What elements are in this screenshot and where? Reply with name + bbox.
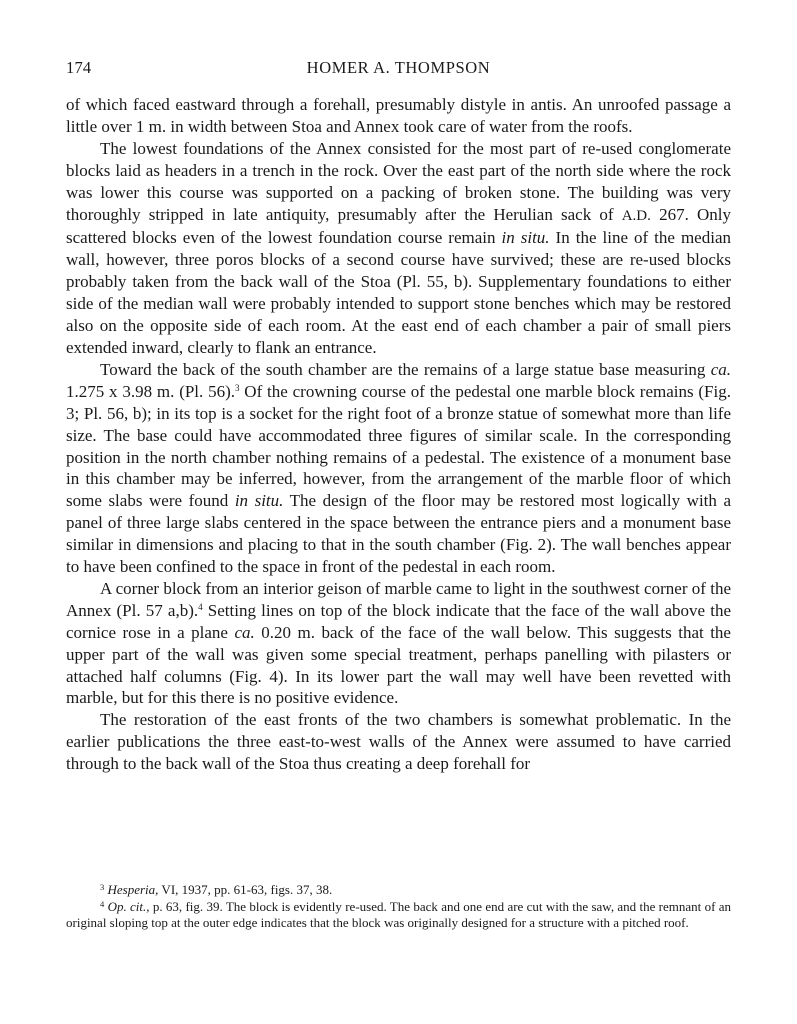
paragraph-3: Toward the back of the south chamber are the remains of a large statue base measuring ca. 1.275 x 3.98 m. (Pl. 56).$^3$ Of the crowning course of the pedestal one marble block remains (Fig. 3; Pl. 56, b); in its top is a socket for the right foot of a bronze statue of somewhat more than life size. The base could have accommodated three figures of similar scale. In the corresponding position in the north chamber nothing remains of a pedestal. The existence of a monument base in this chamber may be inferred, however, from the arrangement of the marble floor of which some slabs were found in situ. The design of the floor may be restored most logically with a panel of three large slabs centered in the space between the entrance piers and a monument base similar in dimensions and placing to that in the south chamber (Fig. 2). The wall benches appear to have been confined to the space in front of the pedestal in each room.	[66, 359, 731, 577]
footnote-ref-3: 3	[235, 382, 240, 393]
page-header	[66, 58, 731, 80]
paragraph-5: The restoration of the east fronts of the two chambers is somewhat problematic. In the earlier publications the three east-to-west walls of the Annex were assumed to have carried through to the back wall of the Stoa thus creating a deep forehall for	[66, 710, 731, 774]
paragraph-1: of which faced eastward through a forehall, presumably distyle in antis. An unroofed passage a little over 1 m. in width between Stoa and Annex took care of water from the roofs.	[66, 95, 731, 136]
footnote-4: $^4$ Op. cit., p. 63, fig. 39. The block is evidently re-used. The back and one end are cut with the saw, and the remnant of an original sloping top at the outer edge indicates that the block was originally designed for a structure with a pitched roof.	[66, 898, 732, 930]
footnotes	[66, 882, 731, 932]
body-text	[66, 94, 731, 775]
paragraph-2: The lowest foundations of the Annex consisted for the most part of re-used conglomerate blocks laid as headers in a trench in the rock. Over the east part of the north side where the rock was lower this course was supported on a packing of broken stone. The building was very thoroughly stripped in late antiquity, presumably after the Herulian sack of A.D. 267. Only scattered blocks even of the lowest foundation course remain in situ. In the line of the median wall, however, three poros blocks of a second course have survived; these are re-used blocks probably taken from the back wall of the Stoa (Pl. 55, b). Supplementary foundations to either side of the median wall were probably intended to support stone benches which may be restored also on the opposite side of each room. At the east end of each chamber a pair of small piers extended inward, clearly to flank an entrance.	[66, 138, 731, 357]
paragraph-4: A corner block from an interior geison of marble came to light in the southwest corner of the Annex (Pl. 57 a,b).$^4$ Setting lines on top of the block indicate that the face of the wall above the cornice rose in a plane ca. 0.20 m. back of the face of the wall below. This suggests that the upper part of the wall was given some special treatment, perhaps panelling with pilasters or attached half columns (Fig. 4). In its lower part the wall may well have been revetted with marble, but for this there is no positive evidence.	[66, 578, 731, 708]
page-number: 174	[66, 58, 92, 77]
footnote-3: $^3$ Hesperia, VI, 1937, pp. 61-63, figs. 37, 38.	[100, 882, 333, 897]
era-abbreviation: A.D.	[621, 207, 651, 224]
footnote-ref-4: 4	[198, 601, 203, 612]
running-title: HOMER A. THOMPSON	[306, 58, 491, 77]
